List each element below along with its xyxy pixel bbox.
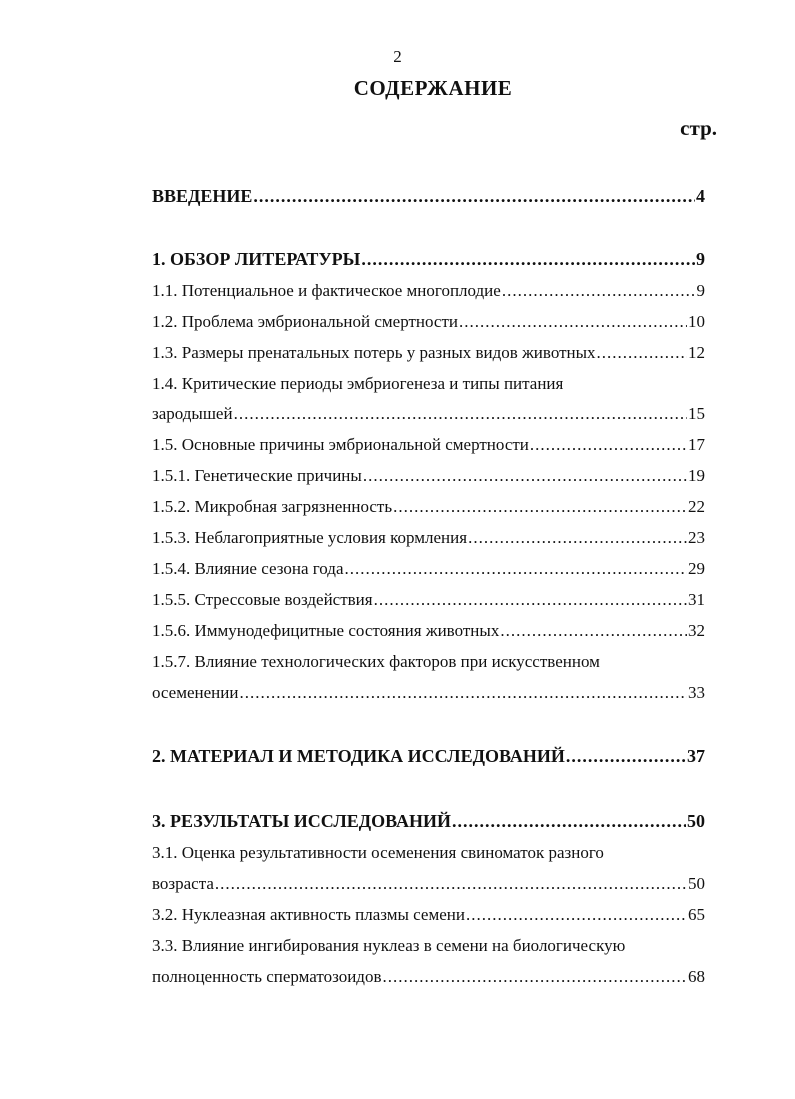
toc-entry-chapter-1 bbox=[152, 244, 705, 270]
page-column-label: стр. bbox=[680, 116, 717, 140]
toc-entry-text: 1.5.2. Микробная загрязненность bbox=[152, 497, 393, 516]
toc-entry-page: 50 bbox=[688, 874, 705, 893]
toc-entry-1-1 bbox=[152, 275, 705, 301]
toc-entry-page: 17 bbox=[688, 435, 705, 454]
toc-entry-text: 1.3. Размеры пренатальных потерь у разных видов животных bbox=[152, 343, 596, 362]
toc-entry-text: ВВЕДЕНИЕ bbox=[152, 186, 253, 206]
toc-entry-page: 29 bbox=[688, 559, 705, 578]
toc-entry-introduction bbox=[152, 181, 705, 207]
toc-entry-text: зародышей bbox=[152, 404, 233, 423]
toc-entry-1-5-7 bbox=[152, 646, 705, 672]
toc-entry-page: 4 bbox=[696, 186, 705, 206]
toc-entry-text: 2. МАТЕРИАЛ И МЕТОДИКА ИССЛЕДОВАНИЙ bbox=[152, 746, 565, 766]
dot-leader bbox=[215, 874, 687, 894]
toc-entry-text: 3.1. Оценка результативности осеменения свиноматок разного bbox=[152, 843, 604, 862]
toc-entry-1-3 bbox=[152, 337, 705, 363]
toc-entry-text: 3.2. Нуклеазная активность плазмы семени bbox=[152, 905, 465, 924]
dot-leader bbox=[393, 497, 687, 517]
dot-leader bbox=[530, 435, 687, 455]
dot-leader bbox=[597, 343, 687, 363]
toc-entry-text: 1.2. Проблема эмбриональной смертности bbox=[152, 312, 458, 331]
toc-entry-1-4-cont bbox=[152, 398, 705, 424]
toc-entry-text: 1.5.5. Стрессовые воздействия bbox=[152, 590, 373, 609]
toc-entry-text: 1.5.4. Влияние сезона года bbox=[152, 559, 344, 578]
dot-leader bbox=[253, 186, 695, 207]
dot-leader bbox=[468, 528, 687, 548]
toc-entry-1-5-3 bbox=[152, 522, 705, 548]
toc-entry-text: 1.5. Основные причины эмбриональной смертности bbox=[152, 435, 529, 454]
dot-leader bbox=[466, 905, 687, 925]
toc-entry-page: 23 bbox=[688, 528, 705, 547]
toc-entry-page: 50 bbox=[687, 811, 705, 831]
toc-entry-text: 1.4. Критические периоды эмбриогенеза и типы питания bbox=[152, 374, 564, 393]
toc-entry-page: 19 bbox=[688, 466, 705, 485]
toc-entry-1-5-1 bbox=[152, 460, 705, 486]
toc-entry-3-2 bbox=[152, 899, 705, 925]
toc-entry-page: 10 bbox=[688, 312, 705, 331]
toc-entry-3-1-cont bbox=[152, 868, 705, 894]
toc-entry-text: 3.3. Влияние ингибирования нуклеаз в семени на биологическую bbox=[152, 936, 626, 955]
toc-entry-1-5 bbox=[152, 429, 705, 455]
toc-entry-page: 12 bbox=[688, 343, 705, 362]
toc-entry-page: 68 bbox=[688, 967, 705, 986]
dot-leader bbox=[566, 746, 686, 767]
dot-leader bbox=[382, 967, 687, 987]
toc-entry-text: возраста bbox=[152, 874, 214, 893]
page-number: 2 bbox=[393, 47, 402, 66]
dot-leader bbox=[500, 621, 687, 641]
toc-entry-1-4 bbox=[152, 368, 705, 394]
toc-entry-text: 1. ОБЗОР ЛИТЕРАТУРЫ bbox=[152, 249, 361, 269]
toc-entry-3-3 bbox=[152, 930, 705, 956]
toc-entry-page: 15 bbox=[688, 404, 705, 423]
toc-entry-page: 32 bbox=[688, 621, 705, 640]
toc-entry-chapter-3 bbox=[152, 806, 705, 832]
toc-entry-1-5-2 bbox=[152, 491, 705, 517]
toc-entry-text: 3. РЕЗУЛЬТАТЫ ИССЛЕДОВАНИЙ bbox=[152, 811, 452, 831]
toc-entry-page: 31 bbox=[688, 590, 705, 609]
toc-entry-text: 1.5.6. Иммунодефицитные состояния животных bbox=[152, 621, 500, 640]
toc-entry-text: 1.5.7. Влияние технологических факторов при искусственном bbox=[152, 652, 600, 671]
toc-entry-3-1 bbox=[152, 837, 705, 863]
toc-entry-page: 9 bbox=[696, 281, 705, 300]
dot-leader bbox=[502, 281, 696, 301]
dot-leader bbox=[345, 559, 688, 579]
dot-leader bbox=[361, 249, 695, 270]
toc-entry-1-5-5 bbox=[152, 584, 705, 610]
toc-entry-page: 22 bbox=[688, 497, 705, 516]
toc-entry-text: полноценность сперматозоидов bbox=[152, 967, 382, 986]
toc-entry-page: 33 bbox=[688, 683, 705, 702]
toc-entry-1-5-4 bbox=[152, 553, 705, 579]
toc-entry-text: 1.5.3. Неблагоприятные условия кормления bbox=[152, 528, 468, 547]
toc-entry-text: 1.1. Потенциальное и фактическое многоплодие bbox=[152, 281, 501, 300]
toc-entry-page: 37 bbox=[687, 746, 705, 766]
toc-entry-text: 1.5.1. Генетические причины bbox=[152, 466, 362, 485]
dot-leader bbox=[374, 590, 687, 610]
toc-entry-chapter-2 bbox=[152, 741, 705, 767]
dot-leader bbox=[363, 466, 687, 486]
dot-leader bbox=[452, 811, 686, 832]
toc-entry-1-2 bbox=[152, 306, 705, 332]
dot-leader bbox=[459, 312, 687, 332]
dot-leader bbox=[239, 683, 687, 703]
toc-entry-3-3-cont bbox=[152, 961, 705, 987]
toc-entry-page: 65 bbox=[688, 905, 705, 924]
toc-entry-page: 9 bbox=[696, 249, 705, 269]
page-title: СОДЕРЖАНИЕ bbox=[353, 76, 513, 100]
toc-entry-text: осеменении bbox=[152, 683, 239, 702]
toc-entry-1-5-7-cont bbox=[152, 677, 705, 703]
toc-entry-1-5-6 bbox=[152, 615, 705, 641]
dot-leader bbox=[234, 404, 687, 424]
